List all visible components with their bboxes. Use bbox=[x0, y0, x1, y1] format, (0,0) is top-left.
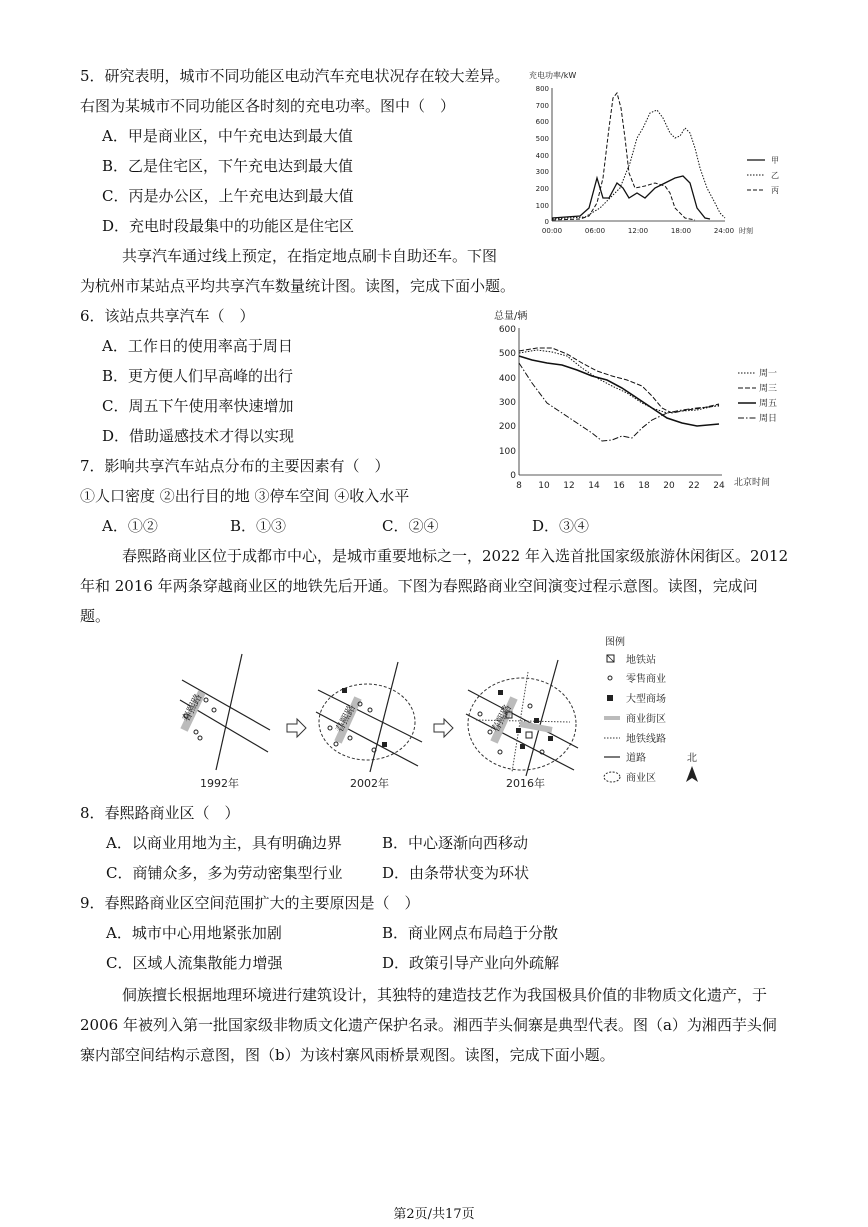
chart1-ytick: 0 bbox=[544, 218, 549, 226]
chart2-ytick: 200 bbox=[498, 422, 516, 432]
intro4-line1: 侗族擅长根据地理环境进行建筑设计，其独特的建造技艺作为我国极具价值的非物质文化遗产，于 bbox=[122, 986, 768, 1004]
q5-stem-line2: 右图为某城市不同功能区各时刻的充电功率。图中（ ） bbox=[80, 97, 456, 115]
chunxi-evolution-diagram bbox=[160, 632, 720, 797]
chart2-legend-wed: 周三 bbox=[759, 384, 778, 394]
chart1-ytick: 200 bbox=[535, 185, 549, 193]
q6-option-d: D．借助遥感技术才得以实现 bbox=[102, 427, 295, 445]
chart1-legend-bing: 丙 bbox=[771, 186, 779, 195]
chart2-xtick: 8 bbox=[516, 481, 522, 491]
chart2-xtick: 12 bbox=[563, 481, 575, 491]
panel-1992 bbox=[179, 654, 270, 790]
arrow-icon bbox=[287, 719, 306, 737]
chart1-xtick: 06:00 bbox=[584, 227, 606, 235]
diagram-legend bbox=[604, 635, 666, 784]
legend-metro-line: 地铁线路 bbox=[626, 734, 666, 745]
legend-title: 图例 bbox=[605, 637, 625, 648]
chart1-ytick: 100 bbox=[535, 202, 549, 210]
chart2-ytick: 300 bbox=[498, 398, 516, 408]
year-1992: 1992年 bbox=[200, 777, 239, 790]
series-fri-line bbox=[519, 356, 719, 426]
chart1-xtick: 00:00 bbox=[541, 227, 563, 235]
charging-power-chart bbox=[525, 68, 795, 248]
legend-road: 道路 bbox=[626, 753, 646, 764]
q5-option-d: D．充电时段最集中的功能区是住宅区 bbox=[102, 217, 355, 235]
north-label: 北 bbox=[687, 753, 697, 764]
chart1-legend-yi: 乙 bbox=[771, 171, 779, 180]
q8-option-a: A．以商业用地为主，具有明确边界 bbox=[106, 834, 342, 852]
street-label-2002: 春熙路 bbox=[334, 703, 358, 735]
north-arrow-icon bbox=[686, 752, 698, 782]
series-mon-line bbox=[519, 350, 719, 413]
series-yi-line bbox=[552, 110, 725, 219]
intro2-line1: 共享汽车通过线上预定，在指定地点刷卡自助还车。下图 bbox=[122, 247, 498, 265]
page-number: 第2页/共17页 bbox=[393, 1207, 475, 1222]
arrow-icon bbox=[434, 719, 453, 737]
q7-option-a: A．①② bbox=[102, 517, 158, 535]
chart2-ytick: 600 bbox=[498, 325, 516, 335]
q5-stem-line1: 5．研究表明，城市不同功能区电动汽车充电状况存在较大差异。 bbox=[80, 67, 510, 85]
panel-2002 bbox=[316, 662, 422, 790]
chart1-ytick: 600 bbox=[535, 118, 549, 126]
chart1-ytick: 400 bbox=[535, 152, 549, 160]
q9-option-b: B．商业网点布局趋于分散 bbox=[382, 924, 559, 942]
year-2016: 2016年 bbox=[506, 777, 545, 790]
chart2-xtick: 16 bbox=[613, 481, 625, 491]
intro4-line3: 寨内部空间结构示意图，图（b）为该村寨风雨桥景观图。读图，完成下面小题。 bbox=[80, 1046, 615, 1064]
intro3-line3: 题。 bbox=[80, 607, 111, 625]
street-label-1992: 春熙路 bbox=[180, 692, 205, 724]
legend-commercial-street: 商业街区 bbox=[626, 714, 666, 725]
chart2-ytick: 400 bbox=[498, 374, 516, 384]
chart2-xunit: 北京时间 bbox=[734, 478, 771, 488]
series-jia-line bbox=[552, 176, 710, 219]
chart1-xtick: 18:00 bbox=[670, 227, 692, 235]
q7-option-c: C．②④ bbox=[382, 517, 439, 535]
chart1-xtick: 12:00 bbox=[627, 227, 649, 235]
chart1-legend-jia: 甲 bbox=[771, 156, 779, 165]
q9-option-d: D．政策引导产业向外疏解 bbox=[382, 954, 560, 972]
panel-2016 bbox=[466, 660, 578, 790]
chart1-xtick: 24:00 bbox=[713, 227, 735, 235]
q5-option-c: C．丙是办公区，上午充电达到最大值 bbox=[102, 187, 354, 205]
year-2002: 2002年 bbox=[350, 777, 389, 790]
intro2-line2: 为杭州市某站点平均共享汽车数量统计图。读图，完成下面小题。 bbox=[80, 277, 516, 295]
chart2-legend-sun: 周日 bbox=[759, 414, 778, 424]
q6-option-b: B．更方便人们早高峰的出行 bbox=[102, 367, 294, 385]
q8-stem: 8．春熙路商业区（ ） bbox=[80, 804, 240, 822]
chart2-xtick: 14 bbox=[588, 481, 600, 491]
chart2-legend-fri: 周五 bbox=[759, 399, 778, 409]
q7-factors: ①人口密度 ②出行目的地 ③停车空间 ④收入水平 bbox=[80, 487, 410, 505]
chart2-legend-mon: 周一 bbox=[759, 369, 778, 379]
chart2-xtick: 22 bbox=[688, 481, 700, 491]
chart1-ytick: 700 bbox=[535, 102, 549, 110]
chart1-ytick: 800 bbox=[535, 85, 549, 93]
intro3-line1: 春熙路商业区位于成都市中心，是城市重要地标之一，2022 年入选首批国家级旅游休闲街区。2012 bbox=[122, 547, 789, 565]
q5-option-a: A．甲是商业区，中午充电达到最大值 bbox=[102, 127, 353, 145]
series-sun-line bbox=[519, 363, 719, 441]
legend-business-district: 商业区 bbox=[626, 773, 656, 784]
chart2-xtick: 20 bbox=[663, 481, 675, 491]
q6-option-c: C．周五下午使用率快速增加 bbox=[102, 397, 294, 415]
chart1-ytick: 300 bbox=[535, 168, 549, 176]
q7-option-d: D．③④ bbox=[532, 517, 590, 535]
intro4-line2: 2006 年被列入第一批国家级非物质文化遗产保护名录。湘西芋头侗寨是典型代表。图（a）为湘西芋头侗 bbox=[80, 1016, 777, 1034]
chart2-ytick: 100 bbox=[498, 447, 516, 457]
intro3-line2: 年和 2016 年两条穿越商业区的地铁先后开通。下图为春熙路商业空间演变过程示意图。读图，完成问 bbox=[80, 577, 758, 595]
legend-mall: 大型商场 bbox=[626, 694, 666, 705]
q8-option-d: D．由条带状变为环状 bbox=[382, 864, 530, 882]
q7-stem: 7．影响共享汽车站点分布的主要因素有（ ） bbox=[80, 457, 390, 475]
shared-cars-chart bbox=[492, 308, 792, 493]
legend-metro-station: 地铁站 bbox=[626, 655, 656, 666]
q6-stem: 6．该站点共享汽车（ ） bbox=[80, 307, 255, 325]
chart1-xunit: 时刻 bbox=[739, 227, 753, 235]
q8-option-c: C．商铺众多，多为劳动密集型行业 bbox=[106, 864, 343, 882]
chart1-ytick: 500 bbox=[535, 135, 549, 143]
series-bing-line bbox=[552, 93, 695, 220]
q6-option-a: A．工作日的使用率高于周日 bbox=[102, 337, 293, 355]
chart2-ylabel: 总量/辆 bbox=[494, 311, 528, 322]
q9-option-c: C．区域人流集散能力增强 bbox=[106, 954, 283, 972]
street-label-2016: 春熙路 bbox=[490, 703, 514, 735]
q5-option-b: B．乙是住宅区，下午充电达到最大值 bbox=[102, 157, 354, 175]
chart2-ytick: 0 bbox=[510, 471, 516, 481]
legend-retail: 零售商业 bbox=[626, 674, 666, 685]
chart2-xtick: 24 bbox=[713, 481, 725, 491]
q9-stem: 9．春熙路商业区空间范围扩大的主要原因是（ ） bbox=[80, 894, 420, 912]
series-wed-line bbox=[519, 348, 719, 413]
q9-option-a: A．城市中心用地紧张加剧 bbox=[106, 924, 282, 942]
chart2-ytick: 500 bbox=[498, 349, 516, 359]
q7-option-b: B．①③ bbox=[230, 517, 287, 535]
q8-option-b: B．中心逐渐向西移动 bbox=[382, 834, 529, 852]
chart1-ylabel: 充电功率/kW bbox=[529, 71, 577, 80]
chart2-xtick: 10 bbox=[538, 481, 550, 491]
chart2-xtick: 18 bbox=[638, 481, 650, 491]
